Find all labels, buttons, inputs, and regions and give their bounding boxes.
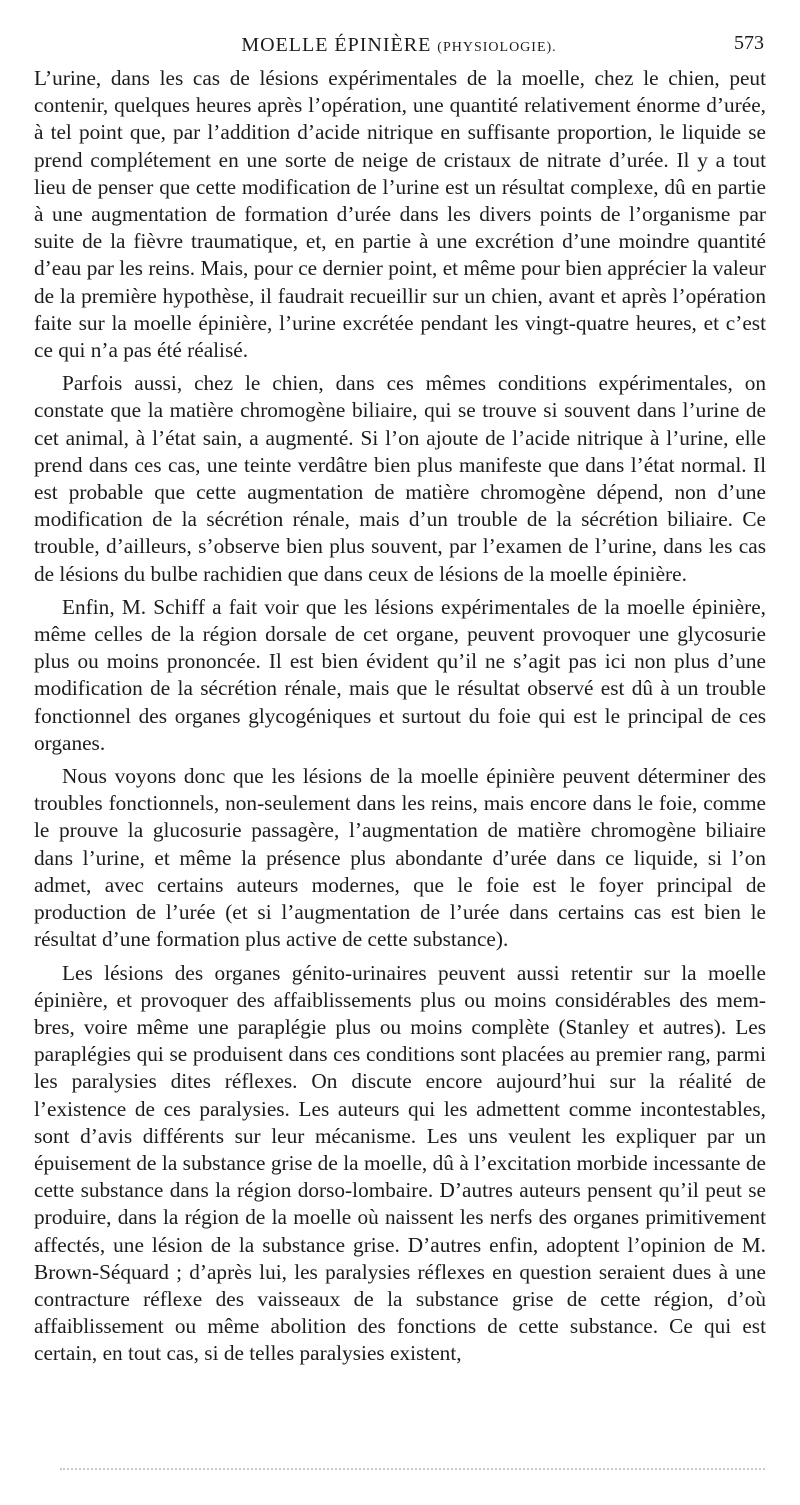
running-title — [34, 34, 764, 57]
paragraph-chromogene-biliaire: Parfois aussi, chez le chien, dans ces mêmes conditions expérimentales, on constate que la matière chromogène biliaire, qui se trouve si souvent dans l’urine de cet animal, à l’état sain, a augmenté. Si l’on ajoute de l’acide nitrique à l’urine, elle prend dans ces cas, une teinte verdâtre bien plus manifeste que dans l’état normal. Il est probable que cette augmentation de matière chromogène dépend, non d’une modification de la sécrétion rénale, mais d’un trouble de la sécrétion biliaire. Ce trouble, d’ailleurs, s’observe bien plus souvent, par l’examen de l’urine, dans les cas de lésions du bulbe rachidien que dans ceux de lésions de la moelle épinière. — [34, 371, 766, 586]
running-title-subtitle: (PHYSIOLOGIE). — [437, 40, 557, 55]
bleed-through-rule — [60, 1468, 765, 1470]
paragraph-paralysies-reflexes: Les lésions des organes génito-urinaires peuvent aussi retentir sur la moelle épinière, et provoquer des affaiblissements plus ou moins considérables des membres, voire même une paraplégie plus ou moins complète (Stanley et autres). Les paraplégies qui se produisent dans ces conditions sont placées au premier rang, parmi les paralysies dites réflexes. On discute encore aujourd’hui sur la réalité de l’existence de ces paralysies. Les auteurs qui les admettent comme incontestables, sont d’avis différents sur leur mécanisme. Les uns veulent les expliquer par un épuisement de la substance grise de la moelle, dû à l’excitation morbide incessante de cette substance dans la région dorso-lombaire. D’autres auteurs pensent qu’il peut se produire, dans la région de la moelle où naissent les nerfs des organes primitivement affectés, une lésion de la substance grise. D’autres enfin, adoptent l’opinion de M. Brown-Séquard ; d’après lui, les paralysies réflexes en question seraient dues à une contracture réflexe des vaisseaux de la substance grise de cette région, d’où affaiblissement ou même abolition des fonctions de cette substance. Ce qui est certain, en tout cas, si de telles paralysies existent, — [34, 960, 766, 1366]
paragraph-glycosurie: Enfin, M. Schiff a fait voir que les lésions expérimentales de la moelle épinière, même celles de la région dorsale de cet organe, peuvent provoquer une glycosurie plus ou moins prononcée. Il est bien évident qu’il ne s’agit pas ici non plus d’une modification de la sécrétion rénale, mais que le résultat observé est dû à un trouble fonctionnel des organes glycogéniques et surtout du foie qui est le principal de ces organes. — [34, 594, 766, 755]
running-head — [34, 30, 764, 58]
running-title-main: MOELLE ÉPINIÈRE — [241, 34, 432, 56]
page-number: 573 — [734, 32, 764, 54]
paragraph-urine-uree: L’urine, dans les cas de lésions expérimentales de la moelle, chez le chien, peut contenir, quelques heures après l’opération, une quantité relativement énorme d’urée, à tel point que, par l’addition d’acide nitrique en suffisante proportion, le liquide se prend complétement en une sorte de neige de cristaux de nitrate d’urée. Il y a tout lieu de penser que cette modification de l’urine est un résultat complexe, dû en partie à une augmentation de formation d’urée dans les divers points de l’organisme par suite de la fièvre traumatique, et, en partie à une excrétion d’une moindre quantité d’eau par les reins. Mais, pour ce dernier point, et même pour bien apprécier la valeur de la première hypothèse, il faudrait recueillir sur un chien, avant et après l’opération faite sur la moelle épinière, l’urine excrétée pendant les vingt-quatre heures, et c’est ce qui n’a pas été réalisé. — [34, 66, 766, 363]
body-text — [34, 65, 766, 1368]
paragraph-troubles-fonctionnels: Nous voyons donc que les lésions de la moelle épinière peuvent déterminer des troubles fonctionnels, non-seulement dans les reins, mais encore dans le foie, comme le prouve la glucosurie passagère, l’augmentation de matière chromogène biliaire dans l’urine, et même la présence plus abondante d’urée dans ce liquide, si l’on admet, avec certains auteurs modernes, que le foie est le foyer principal de production de l’urée (et si l’augmentation de l’urée dans certains cas est bien le résultat d’une formation plus active de cette substance). — [34, 764, 766, 952]
